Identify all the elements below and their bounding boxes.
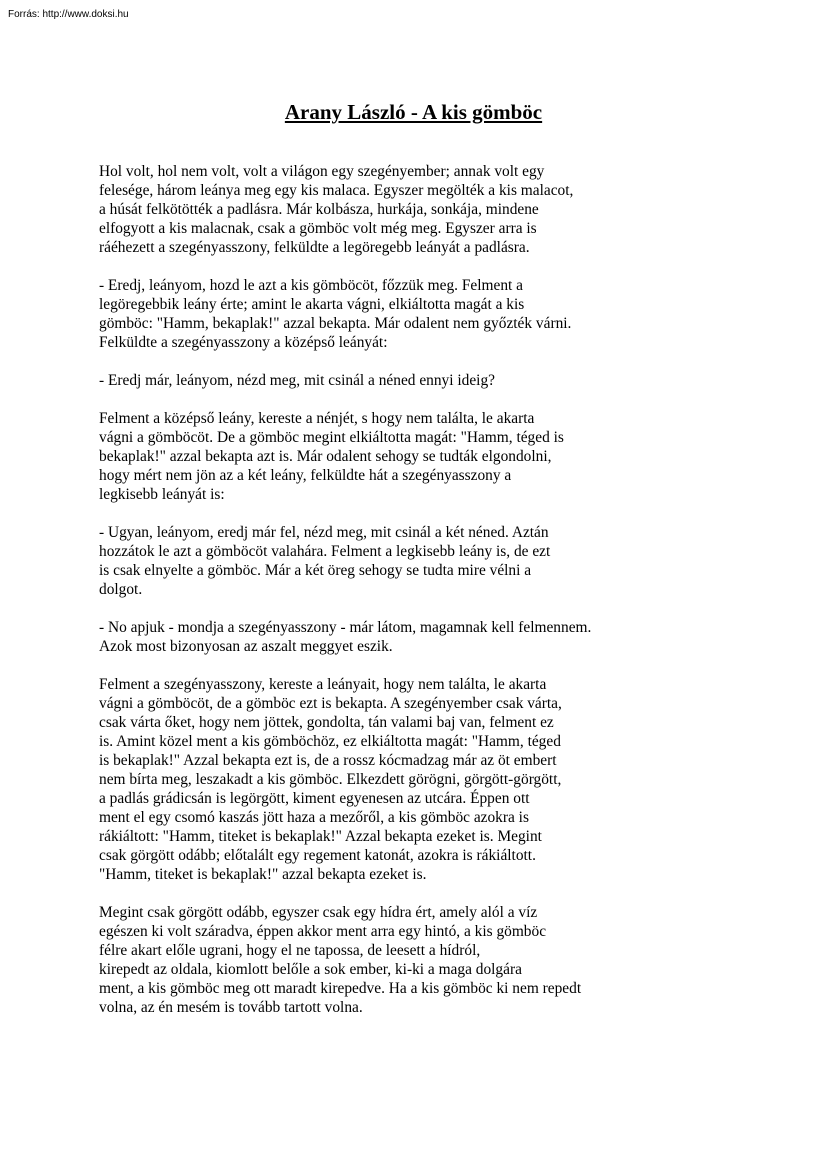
- text-line: hogy mért nem jön az a két leány, felküldte hát a szegényasszony a: [99, 467, 512, 484]
- text-line: félre akart előle ugrani, hogy el ne tapossa, de leesett a hídról,: [99, 942, 481, 959]
- text-line: kirepedt az oldala, kiomlott belőle a sok ember, ki-ki a maga dolgára: [99, 961, 522, 978]
- text-line: legöregebbik leány érte; amint le akarta vágni, elkiáltotta magát a kis: [99, 296, 525, 313]
- text-line: dolgot.: [99, 581, 143, 598]
- text-line: csak várta őket, hogy nem jöttek, gondolta, tán valami baj van, felment ez: [99, 714, 554, 731]
- text-line: rákiáltott: "Hamm, titeket is bekaplak!" Azzal bekapta ezeket is. Megint: [99, 828, 542, 845]
- text-line: Felment a középső leány, kereste a nénjét, s hogy nem találta, le akarta: [99, 410, 535, 427]
- text-line: elfogyott a kis malacnak, csak a gömböc volt még meg. Egyszer arra is: [99, 220, 537, 237]
- text-line: is bekaplak!" Azzal bekapta ezt is, de a rossz kócmadzag már az öt embert: [99, 752, 557, 769]
- text-line: "Hamm, titeket is bekaplak!" azzal bekapta ezeket is.: [99, 866, 427, 883]
- text-line: - Eredj már, leányom, nézd meg, mit csinál a néned ennyi ideig?: [99, 372, 495, 389]
- text-line: Azok most bizonyosan az aszalt meggyet eszik.: [99, 638, 393, 655]
- paragraph: [99, 618, 799, 656]
- paragraph: [99, 371, 799, 390]
- text-line: vágni a gömböcöt, de a gömböc ezt is bekapta. A szegényember csak várta,: [99, 695, 562, 712]
- text-line: csak görgött odább; előtalált egy regement katonát, azokra is rákiáltott.: [99, 847, 536, 864]
- source-note: Forrás: http://www.doksi.hu: [8, 9, 129, 20]
- text-line: Megint csak görgött odább, egyszer csak egy hídra ért, amely alól a víz: [99, 904, 538, 921]
- text-line: ment el egy csomó kaszás jött haza a mezőről, a kis gömböc azokra is: [99, 809, 529, 826]
- paragraph: [99, 409, 799, 504]
- paragraph: [99, 276, 799, 352]
- text-line: hozzátok le azt a gömböcöt valahára. Felment a legkisebb leány is, de ezt: [99, 543, 551, 560]
- text-line: is csak elnyelte a gömböc. Már a két öreg sehogy se tudta mire vélni a: [99, 562, 532, 579]
- text-line: - Eredj, leányom, hozd le azt a kis gömböcöt, főzzük meg. Felment a: [99, 277, 523, 294]
- text-line: a padlás grádicsán is legörgött, kiment egyenesen az utcára. Éppen ott: [99, 790, 530, 807]
- text-line: gömböc: "Hamm, bekaplak!" azzal bekapta. Már odalent nem győzték várni.: [99, 315, 572, 332]
- text-line: a húsát felkötötték a padlásra. Már kolbásza, hurkája, sonkája, mindene: [99, 201, 539, 218]
- text-line: ment, a kis gömböc meg ott maradt kirepedve. Ha a kis gömböc ki nem repedt: [99, 980, 582, 997]
- text-line: Felment a szegényasszony, kereste a leányait, hogy nem találta, le akarta: [99, 676, 547, 693]
- document-title: Arany László - A kis gömböc: [284, 100, 543, 124]
- paragraph: [99, 162, 799, 257]
- paragraph: [99, 675, 799, 884]
- text-line: bekaplak!" azzal bekapta azt is. Már odalent sehogy se tudták elgondolni,: [99, 448, 552, 465]
- text-line: legkisebb leányát is:: [99, 486, 225, 503]
- text-line: - No apjuk - mondja a szegényasszony - már látom, magamnak kell felmennem.: [99, 619, 592, 636]
- story-body: [99, 162, 799, 1036]
- text-line: nem bírta meg, leszakadt a kis gömböc. Elkezdett görögni, görgött-görgött,: [99, 771, 562, 788]
- text-line: - Ugyan, leányom, eredj már fel, nézd meg, mit csinál a két néned. Aztán: [99, 524, 549, 541]
- text-line: Felküldte a szegényasszony a középső leányát:: [99, 334, 388, 351]
- text-line: volna, az én mesém is tovább tartott volna.: [99, 999, 363, 1016]
- text-line: ráéhezett a szegényasszony, felküldte a legöregebb leányát a padlásra.: [99, 239, 530, 256]
- text-line: is. Amint közel ment a kis gömböchöz, ez elkiáltotta magát: "Hamm, téged: [99, 733, 561, 750]
- text-line: vágni a gömböcöt. De a gömböc megint elkiáltotta magát: "Hamm, téged is: [99, 429, 564, 446]
- text-line: felesége, három leánya meg egy kis malaca. Egyszer megölték a kis malacot,: [99, 182, 574, 199]
- paragraph: [99, 523, 799, 599]
- text-line: Hol volt, hol nem volt, volt a világon egy szegényember; annak volt egy: [99, 163, 545, 180]
- text-line: egészen ki volt száradva, éppen akkor ment arra egy hintó, a kis gömböc: [99, 923, 547, 940]
- paragraph: [99, 903, 799, 1017]
